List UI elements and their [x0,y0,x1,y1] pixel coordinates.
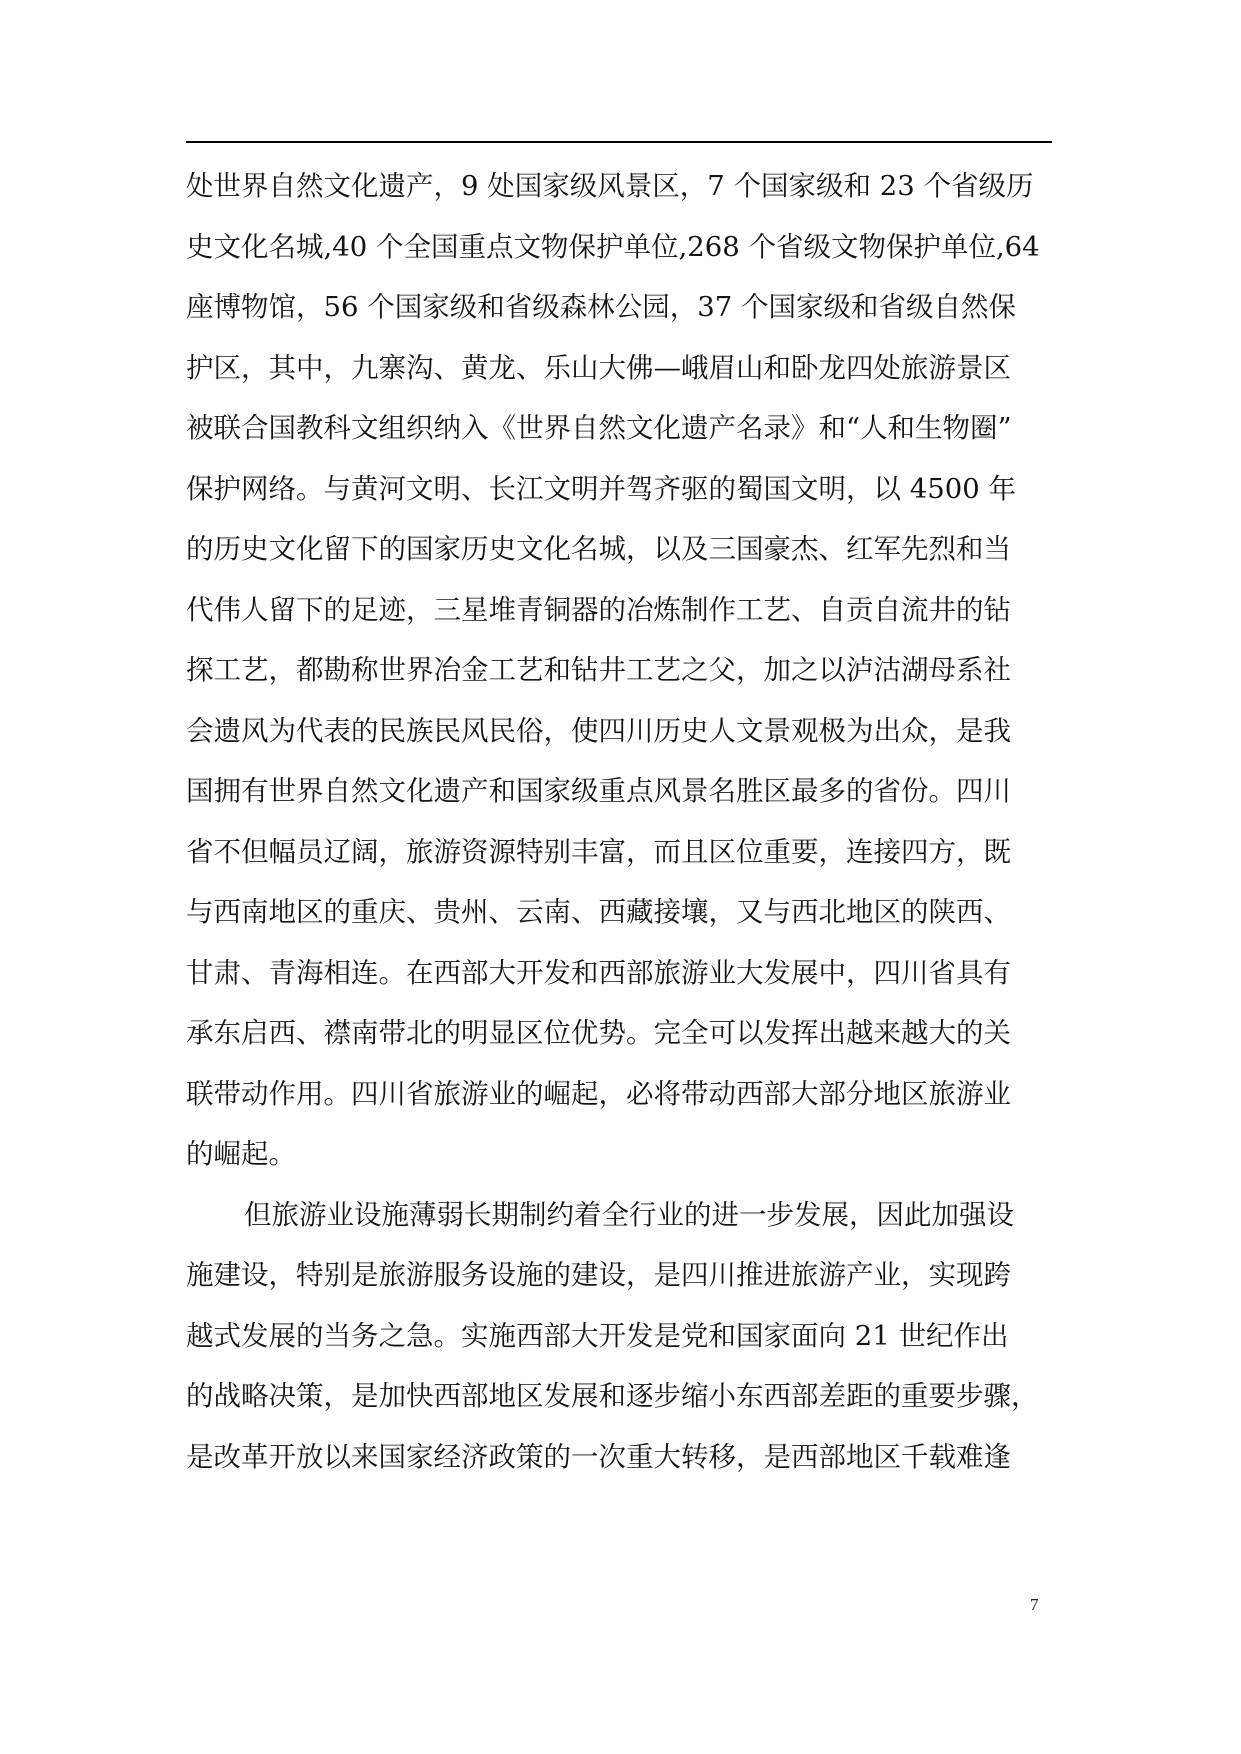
paragraph-1 [186,156,1056,1185]
text-line: 保护网络。与黄河文明、长江文明并驾齐驱的蜀国文明，以 4500 年 [186,472,1016,505]
text-line: 座博物馆，56 个国家级和省级森林公园，37 个国家级和省级自然保 [186,291,1016,323]
text-line: 处世界自然文化遗产，9 处国家级风景区，7 个国家级和 23 个省级历 [186,170,1034,202]
text-line: 越式发展的当务之急。实施西部大开发是党和国家面向 21 世纪作出 [186,1319,1009,1352]
text-line: 国拥有世界自然文化遗产和国家级重点风景名胜区最多的省份。四川 [186,775,1011,807]
text-line: 史文化名城,40 个全国重点文物保护单位,268 个省级文物保护单位,64 [186,230,1040,263]
text-line: 但旅游业设施薄弱长期制约着全行业的进一步发展，因此加强设 [244,1198,1014,1231]
page-number: 7 [1030,1595,1039,1614]
text-line: 会遗风为代表的民族民风民俗，使四川历史人文景观极为出众，是我 [186,714,1011,747]
text-line: 的历史文化留下的国家历史文化名城，以及三国豪杰、红军先烈和当 [186,533,1011,565]
text-line: 护区，其中，九寨沟、黄龙、乐山大佛—峨眉山和卧龙四处旅游景区 [186,351,1011,384]
text-line: 代伟人留下的足迹，三星堆青铜器的冶炼制作工艺、自贡自流井的钻 [186,593,1011,626]
text-line: 探工艺，都勘称世界冶金工艺和钻井工艺之父，加之以泸沽湖母系社 [186,654,1011,686]
header-rule [186,141,1052,143]
text-line: 被联合国教科文组织纳入《世界自然文化遗产名录》和“人和生物圈” [186,412,1012,444]
text-line: 承东启西、襟南带北的明显区位优势。完全可以发挥出越来越大的关 [186,1017,1011,1049]
text-line: 是改革开放以来国家经济政策的一次重大转移，是西部地区千载难逢 [186,1440,1011,1473]
text-line: 的崛起。 [186,1138,296,1170]
paragraph-2 [186,1185,1056,1488]
text-line: 的战略决策，是加快西部地区发展和逐步缩小东西部差距的重要步骤， [186,1380,1039,1412]
text-line: 与西南地区的重庆、贵州、云南、西藏接壤，又与西北地区的陕西、 [186,896,1011,928]
text-line: 联带动作用。四川省旅游业的崛起，必将带动西部大部分地区旅游业 [186,1077,1011,1110]
body-text [186,156,1056,1487]
text-line: 甘肃、青海相连。在西部大开发和西部旅游业大发展中，四川省具有 [186,956,1011,989]
text-line: 施建设，特别是旅游服务设施的建设，是四川推进旅游产业，实现跨 [186,1259,1011,1291]
text-line: 省不但幅员辽阔，旅游资源特别丰富，而且区位重要，连接四方，既 [186,835,1011,868]
